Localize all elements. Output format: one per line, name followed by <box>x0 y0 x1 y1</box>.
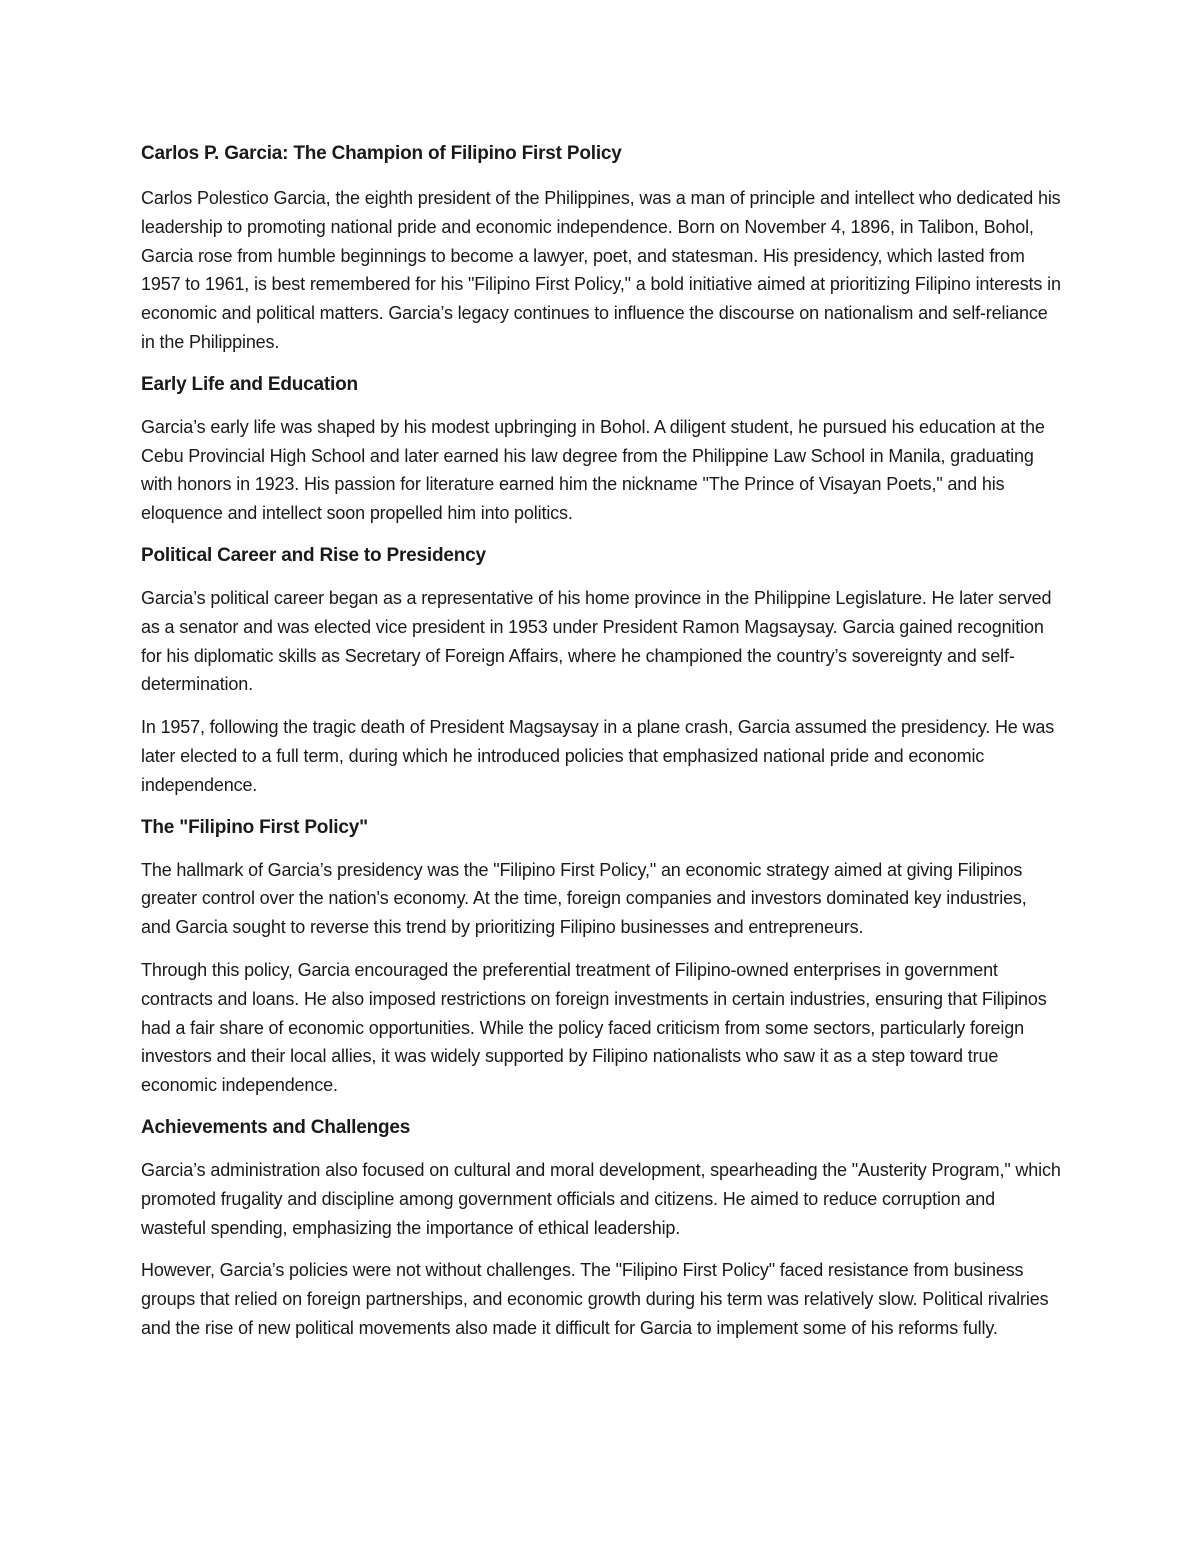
intro-paragraph: Carlos Polestico Garcia, the eighth president of the Philippines, was a man of principle and intellect who dedicated his leadership to promoting national pride and economic independence. Born on November 4, 1896, in Talibon, Bohol, Garcia rose from humble beginnings to become a lawyer, poet, and statesman. His presidency, which lasted from 1957 to 1961, is best remembered for his "Filipino First Policy," a bold initiative aimed at prioritizing Filipino interests in economic and political matters. Garcia’s legacy continues to influence the discourse on nationalism and self-reliance in the Philippines. <box>141 188 1061 352</box>
paragraph: Garcia’s political career began as a representative of his home province in the Philippine Legislature. He later served as a senator and was elected vice president in 1953 under President Ramon Magsaysay. Garcia gained recognition for his diplomatic skills as Secretary of Foreign Affairs, where he championed the country’s sovereignty and self-determination. <box>141 587 1052 695</box>
paragraph: The hallmark of Garcia’s presidency was the "Filipino First Policy," an economic strategy aimed at giving Filipinos greater control over the nation's economy. At the time, foreign companies and investors dominated key industries, and Garcia sought to reverse this trend by prioritizing Filipino businesses and entrepreneurs. <box>141 859 1027 938</box>
section-heading-early-life: Early Life and Education <box>141 373 358 395</box>
paragraph: Garcia’s early life was shaped by his modest upbringing in Bohol. A diligent student, he pursued his education at the Cebu Provincial High School and later earned his law degree from the Philippine Law School in Manila, graduating with honors in 1923. His passion for literature earned him the nickname "The Prince of Visayan Poets," and his eloquence and intellect soon propelled him into politics. <box>141 416 1045 524</box>
section-heading-filipino-first-policy: The "Filipino First Policy" <box>141 816 368 838</box>
document-page <box>141 140 1061 1357</box>
section-heading-political-career: Political Career and Rise to Presidency <box>141 544 486 566</box>
paragraph: In 1957, following the tragic death of President Magsaysay in a plane crash, Garcia assumed the presidency. He was later elected to a full term, during which he introduced policies that emphasized national pride and economic independence. <box>141 717 1055 795</box>
paragraph: Garcia’s administration also focused on cultural and moral development, spearheading the "Austerity Program," which promoted frugality and discipline among government officials and citizens. He aimed to reduce corruption and wasteful spending, emphasizing the importance of ethical leadership. <box>141 1159 1061 1238</box>
document-title: Carlos P. Garcia: The Champion of Filipino First Policy <box>141 143 622 164</box>
section-heading-achievements: Achievements and Challenges <box>141 1116 411 1138</box>
paragraph: Through this policy, Garcia encouraged the preferential treatment of Filipino-owned enterprises in government contracts and loans. He also imposed restrictions on foreign investments in certain industries, ensuring that Filipinos had a fair share of economic opportunities. While the policy faced criticism from some sectors, particularly foreign investors and their local allies, it was widely supported by Filipino nationalists who saw it as a step toward true economic independence. <box>141 959 1047 1096</box>
paragraph: However, Garcia’s policies were not without challenges. The "Filipino First Policy" faced resistance from business groups that relied on foreign partnerships, and economic growth during his term was relatively slow. Political rivalries and the rise of new political movements also made it difficult for Garcia to implement some of his reforms fully. <box>141 1260 1049 1338</box>
